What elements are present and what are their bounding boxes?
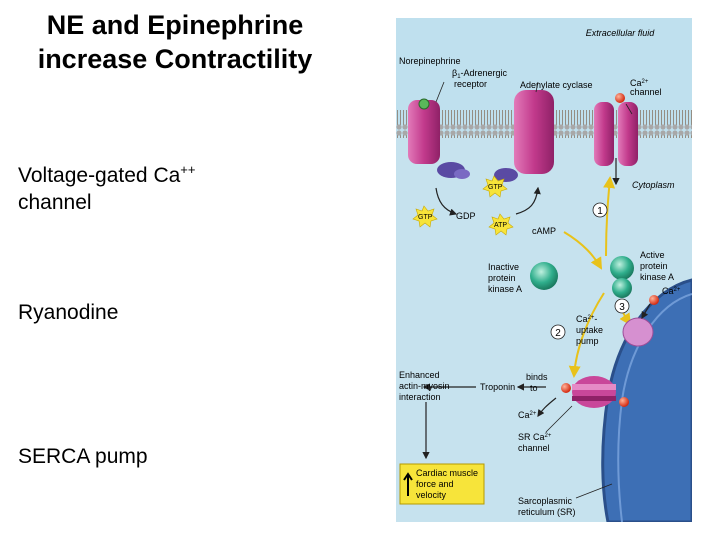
- ca-channel-left: [594, 102, 614, 166]
- ca-right-label: $Ca^{2+}$: [662, 286, 681, 296]
- active-pka-label-3: kinase A: [640, 272, 675, 282]
- inactive-pka-label-2: protein: [488, 273, 516, 283]
- ca-uptake-label-2: uptake: [576, 325, 604, 335]
- sr-label-2: reticulum (SR): [518, 507, 576, 517]
- calcium-ion-pump: [649, 295, 659, 305]
- cardiac-label-3: velocity: [416, 490, 447, 500]
- bullet-3-text: SERCA pump: [18, 445, 148, 468]
- adenylate-cyclase-label: Adenylate cyclase: [520, 80, 593, 90]
- binds-label-1: binds: [526, 372, 548, 382]
- title-line-1: NE and Epinephrine: [46, 10, 304, 40]
- inactive-pka-label-1: Inactive: [488, 262, 520, 272]
- adenylate-cyclase: [514, 90, 554, 174]
- active-pka-bottom: [612, 278, 632, 298]
- enhanced-label-3: interaction: [399, 392, 441, 402]
- calcium-ion-outside: [615, 93, 625, 103]
- g-protein-subunit-2: [454, 169, 470, 179]
- ca-channel-right: [618, 102, 638, 166]
- step-3-text: 3: [619, 302, 625, 313]
- ca-uptake-label-3: pump: [576, 336, 599, 346]
- slide-title: [0, 8, 350, 76]
- bullet-voltage-gated-channel: [18, 156, 195, 216]
- title-line-2: increase Contractility: [37, 44, 313, 74]
- calcium-ion-sr-left: [561, 383, 571, 393]
- step-1-text: 1: [597, 206, 603, 217]
- beta-receptor-label-2: receptor: [454, 79, 488, 89]
- channel-top-label: channel: [630, 87, 662, 97]
- calcium-ion-sr-right: [619, 397, 629, 407]
- active-pka-label-1: Active: [640, 250, 665, 260]
- bullet-serca-pump: [18, 443, 148, 470]
- troponin-label: Troponin: [480, 382, 516, 392]
- ca-lower-label: $Ca^{2+}$: [518, 410, 537, 420]
- inactive-pka: [530, 262, 558, 290]
- extracellular-label: Extracellular fluid: [585, 28, 655, 38]
- signaling-pathway-figure: [396, 18, 692, 522]
- norepinephrine-molecule: [419, 99, 429, 109]
- active-pka-label-2: protein: [640, 261, 668, 271]
- sr-ca-channel-band: [572, 384, 616, 390]
- beta-receptor-label-1: $\beta_1$-Adrenergic: [452, 68, 508, 80]
- step-marker-1: [593, 203, 607, 217]
- sr-ca-channel: [572, 376, 616, 408]
- step-marker-3: [615, 299, 629, 313]
- cardiac-label-1: Cardiac muscle: [416, 468, 479, 478]
- sr-label-1: Sarcoplasmic: [518, 496, 573, 506]
- bullet-ryanodine: [18, 299, 118, 326]
- active-pka-top: [610, 256, 634, 280]
- gdp-label: GDP: [456, 211, 476, 221]
- bullet-1-line2: channel: [18, 191, 92, 214]
- sr-ca-channel-band-2: [572, 396, 616, 401]
- gtp-free-label: GTP: [418, 214, 433, 221]
- gtp-bound-label: GTP: [488, 184, 503, 191]
- sr-ca-channel-label-2: channel: [518, 443, 550, 453]
- bullet-1-text: Voltage-gated Ca: [18, 164, 181, 187]
- step-2-text: 2: [555, 328, 561, 339]
- enhanced-label-2: actin-myosin: [399, 381, 450, 391]
- inactive-pka-label-3: kinase A: [488, 284, 523, 294]
- ca-uptake-label-1: $Ca^{2+}-$: [576, 314, 598, 324]
- camp-label: cAMP: [532, 226, 557, 236]
- ca-uptake-pump: [623, 318, 653, 346]
- sr-ca-channel-label-1: SR $Ca^{2+}$: [518, 432, 552, 442]
- step-marker-2: [551, 325, 565, 339]
- cardiac-label-2: force and: [416, 479, 454, 489]
- atp-label: ATP: [494, 222, 508, 229]
- bullet-2-text: Ryanodine: [18, 301, 119, 324]
- binds-label-2: to: [530, 383, 538, 393]
- beta-adrenergic-receptor: [408, 100, 440, 164]
- cytoplasm-label: Cytoplasm: [632, 180, 675, 190]
- enhanced-label-1: Enhanced: [399, 370, 440, 380]
- ca-top-label: $Ca^{2+}$: [630, 78, 649, 88]
- bullet-1-superscript: ++: [180, 162, 196, 177]
- norepinephrine-label: Norepinephrine: [399, 56, 461, 66]
- g-protein-alpha: [494, 168, 518, 182]
